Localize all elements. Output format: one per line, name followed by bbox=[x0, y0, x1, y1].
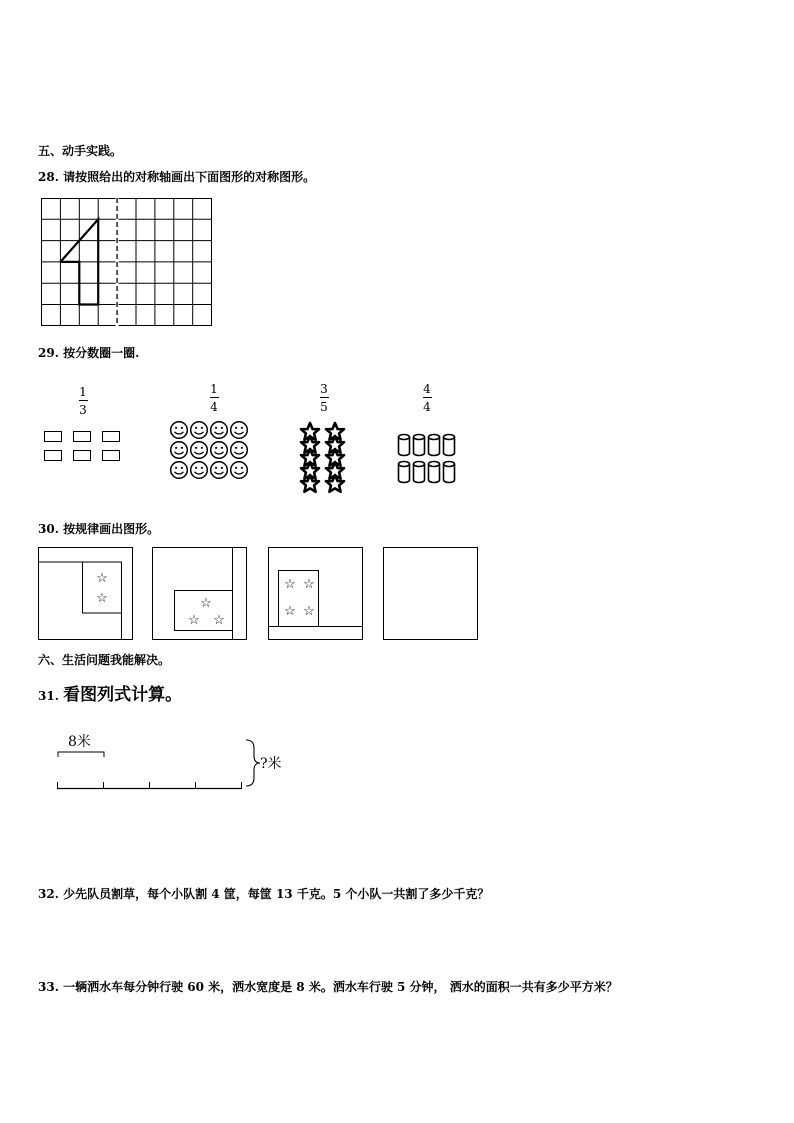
fraction-three-fifths bbox=[312, 382, 336, 414]
pattern-box-2 bbox=[152, 547, 248, 641]
fraction-numerator: 1 bbox=[210, 382, 218, 396]
smiley-group bbox=[169, 420, 253, 482]
fraction-one-third bbox=[71, 385, 95, 417]
star-icon: ☆ bbox=[200, 596, 212, 611]
segment-diagram bbox=[52, 728, 302, 794]
question-33-number: 33. bbox=[38, 980, 59, 994]
section-6-heading: 六、生活问题我能解决。 bbox=[38, 653, 171, 667]
fraction-denominator: 5 bbox=[320, 400, 328, 414]
question-30-text: 按规律画出图形。 bbox=[63, 522, 160, 536]
symmetry-grid bbox=[41, 198, 213, 328]
question-28-number: 28. bbox=[38, 170, 59, 184]
star-icon: ☆ bbox=[188, 613, 200, 628]
question-32-text: 少先队员割草，每个小队割 4 筐，每筐 13 千克。5 个小队一共割了多少千克？ bbox=[63, 887, 490, 901]
question-29-text: 按分数圈一圈. bbox=[63, 346, 140, 360]
fraction-numerator: 1 bbox=[79, 385, 87, 399]
star-icon: ☆ bbox=[303, 577, 315, 592]
cylinder-group bbox=[397, 433, 461, 485]
question-31-number: 31. bbox=[38, 689, 59, 703]
brace-icon bbox=[246, 740, 260, 786]
question-29-number: 29. bbox=[38, 346, 59, 360]
fraction-one-quarter bbox=[202, 382, 226, 414]
smiley-icon bbox=[171, 422, 248, 479]
question-33 bbox=[38, 978, 618, 995]
question-32-number: 32. bbox=[38, 887, 59, 901]
pattern-box-1 bbox=[38, 547, 134, 641]
fraction-denominator: 4 bbox=[210, 400, 218, 414]
question-28-text: 请按照给出的对称轴画出下面图形的对称图形。 bbox=[63, 170, 316, 184]
fraction-denominator: 4 bbox=[423, 400, 431, 414]
question-31 bbox=[38, 680, 182, 705]
star-icon bbox=[301, 423, 344, 492]
star-icon: ☆ bbox=[284, 604, 296, 619]
star-group bbox=[297, 421, 349, 495]
question-32 bbox=[38, 885, 489, 902]
segment-label: 8米 bbox=[68, 734, 91, 750]
total-label: ?米 bbox=[260, 756, 282, 772]
star-icon: ☆ bbox=[213, 613, 225, 628]
fraction-numerator: 4 bbox=[423, 382, 431, 396]
section-5-heading: 五、动手实践。 bbox=[38, 144, 123, 158]
fraction-numerator: 3 bbox=[320, 382, 328, 396]
question-28 bbox=[38, 168, 315, 185]
star-icon: ☆ bbox=[96, 591, 108, 606]
star-icon: ☆ bbox=[303, 604, 315, 619]
pattern-box-3 bbox=[268, 547, 364, 641]
question-30-number: 30. bbox=[38, 522, 59, 536]
fraction-four-quarters bbox=[415, 382, 439, 414]
question-33-text: 一辆洒水车每分钟行驶 60 米，洒水宽度是 8 米。洒水车行驶 5 分钟， 洒水的面积一共有多少平方米？ bbox=[63, 980, 618, 994]
cylinder-icon bbox=[399, 435, 455, 483]
star-icon: ☆ bbox=[284, 577, 296, 592]
question-31-text: 看图列式计算。 bbox=[63, 685, 183, 705]
question-30 bbox=[38, 520, 159, 537]
fraction-denominator: 3 bbox=[79, 403, 87, 417]
rectangle-group bbox=[44, 431, 122, 463]
question-29 bbox=[38, 344, 139, 361]
pattern-box-answer[interactable] bbox=[383, 547, 479, 641]
star-icon: ☆ bbox=[96, 571, 108, 586]
